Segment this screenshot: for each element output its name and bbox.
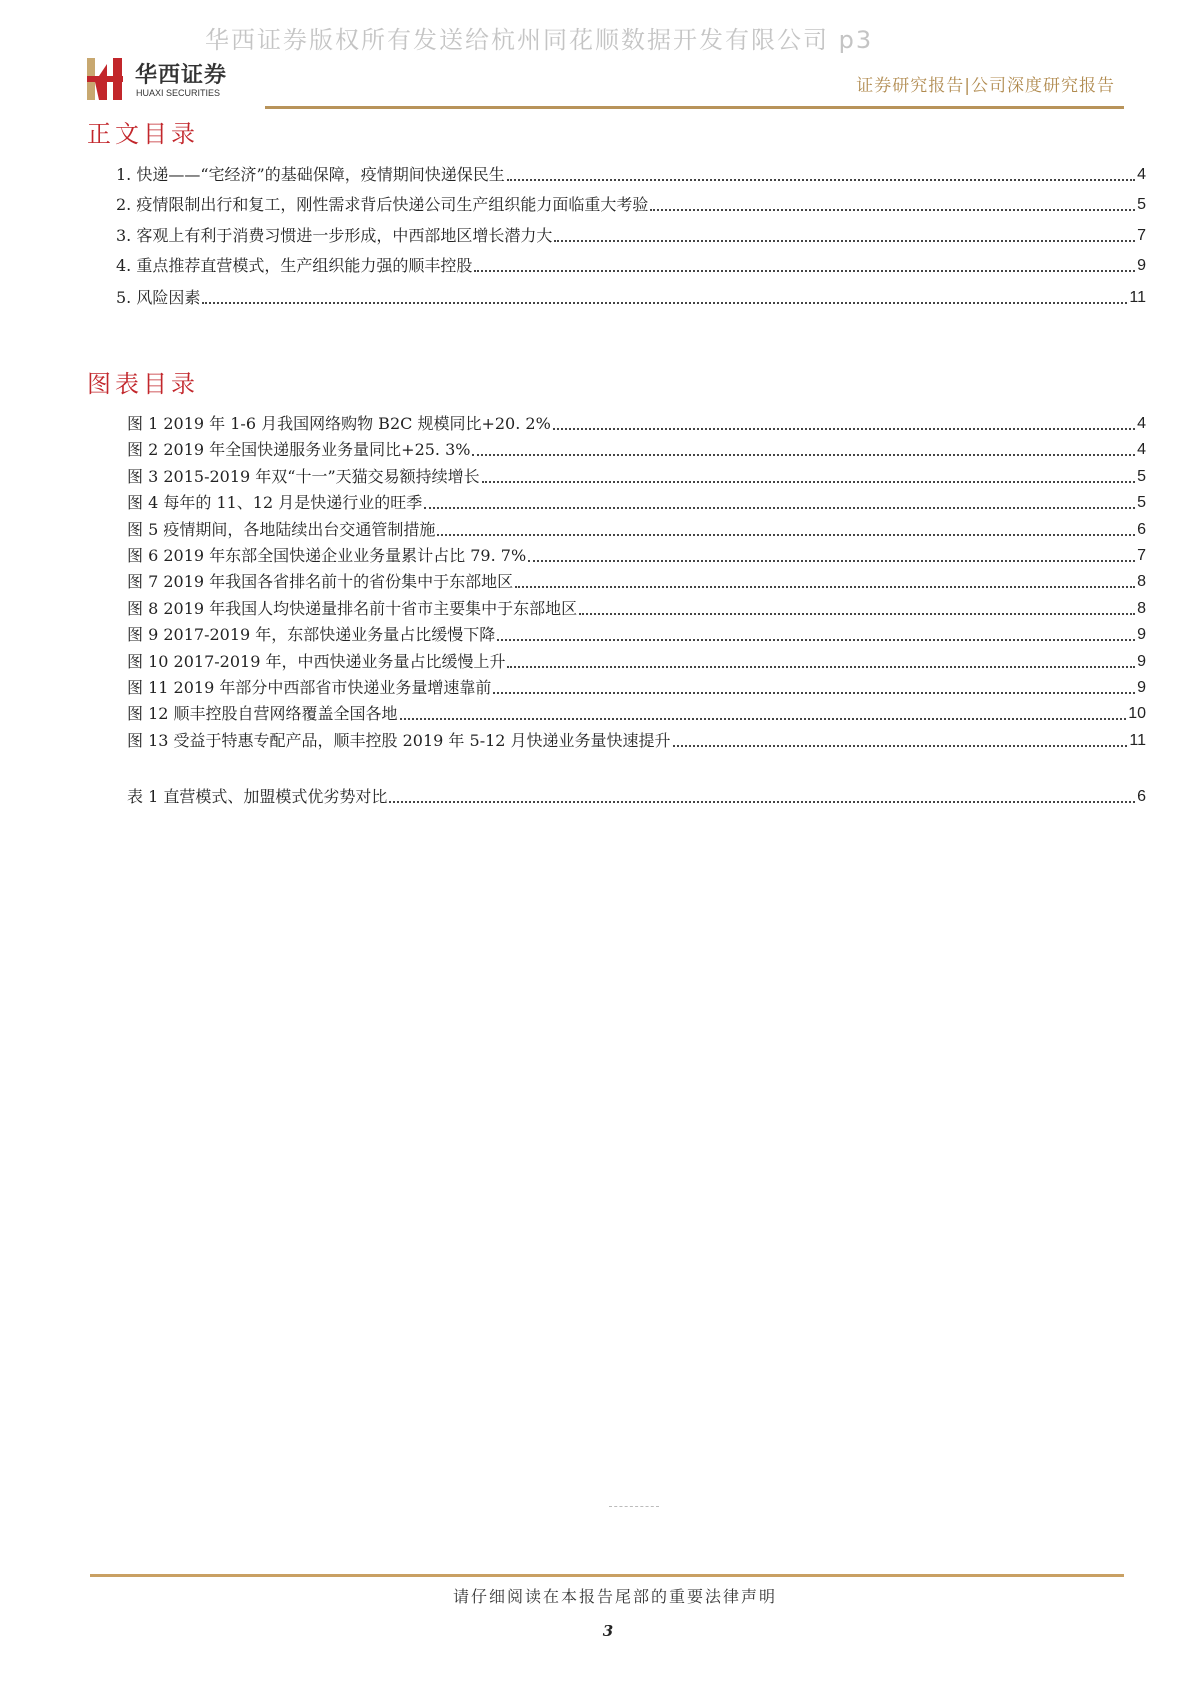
separator-dashes — [609, 1506, 659, 1507]
footer-divider — [90, 1574, 1124, 1577]
figure-label: 图 11 2019 年部分中西部省市快递业务量增速靠前 — [127, 678, 492, 697]
figure-toc-item[interactable] — [127, 414, 1146, 434]
figure-label: 图 6 2019 年东部全国快递企业业务量累计占比 79. 7% — [127, 546, 527, 565]
leader-dots — [553, 428, 1135, 430]
toc-page: 4 — [1137, 166, 1146, 183]
figure-page: 10 — [1128, 705, 1146, 723]
leader-dots — [389, 801, 1135, 803]
figure-page: 7 — [1137, 547, 1146, 564]
figure-page: 11 — [1129, 731, 1146, 749]
figure-label: 图 13 受益于特惠专配产品，顺丰控股 2019 年 5-12 月快递业务量快速提升 — [127, 730, 671, 750]
figure-toc-item[interactable] — [127, 467, 1146, 487]
leader-dots — [400, 718, 1127, 720]
toc-item[interactable] — [116, 195, 1146, 215]
leader-dots — [482, 481, 1135, 483]
toc-page: 5 — [1137, 196, 1146, 213]
leader-dots — [424, 507, 1135, 509]
figure-label: 图 8 2019 年我国人均快递量排名前十省市主要集中于东部地区 — [127, 598, 578, 618]
toc-page: 9 — [1137, 257, 1146, 274]
figure-toc-item[interactable] — [127, 493, 1146, 513]
toc-page: 7 — [1137, 227, 1146, 244]
logo-h-icon — [87, 58, 123, 100]
toc-label: 4. 重点推荐直营模式，生产组织能力强的顺丰控股 — [116, 256, 473, 275]
report-type: 证券研究报告|公司深度研究报告 — [856, 76, 1115, 96]
figure-toc-item[interactable] — [127, 599, 1146, 619]
leader-dots — [515, 586, 1135, 588]
leader-dots — [437, 534, 1135, 536]
figure-label: 图 10 2017-2019 年，中西快递业务量占比缓慢上升 — [127, 651, 506, 671]
figure-label: 图 1 2019 年 1-6 月我国网络购物 B2C 规模同比+20. 2% — [127, 414, 551, 433]
leader-dots — [493, 692, 1135, 694]
leader-dots — [507, 666, 1135, 668]
figure-page: 9 — [1137, 652, 1146, 670]
figure-toc-item[interactable] — [127, 652, 1146, 672]
toc-label: 1. 快递——“宅经济”的基础保障，疫情期间快递保民生 — [116, 165, 505, 184]
figure-toc-item[interactable] — [127, 787, 1146, 807]
figure-page: 6 — [1137, 788, 1146, 805]
toc-label: 3. 客观上有利于消费习惯进一步形成，中西部地区增长潜力大 — [116, 226, 553, 245]
figure-label: 图 7 2019 年我国各省排名前十的省份集中于东部地区 — [127, 572, 514, 592]
figure-page: 4 — [1137, 441, 1146, 459]
figure-page: 9 — [1137, 679, 1146, 696]
figure-label: 图 5 疫情期间，各地陆续出台交通管制措施 — [127, 519, 436, 539]
leader-dots — [474, 270, 1135, 272]
header-divider — [265, 106, 1124, 109]
figure-page: 6 — [1137, 520, 1146, 538]
leader-dots — [579, 613, 1135, 615]
figure-label: 图 9 2017-2019 年，东部快递业务量占比缓慢下降 — [127, 625, 496, 645]
logo-cn-text: 华西证券 — [135, 62, 228, 88]
figure-toc-item[interactable] — [127, 704, 1146, 724]
figure-toc-item[interactable] — [127, 678, 1146, 698]
figure-toc-item[interactable] — [127, 520, 1146, 540]
figure-page: 5 — [1137, 467, 1146, 485]
leader-dots — [528, 560, 1135, 562]
legal-disclaimer: 请仔细阅读在本报告尾部的重要法律声明 — [452, 1587, 777, 1606]
figure-toc-item[interactable] — [127, 546, 1146, 566]
leader-dots — [554, 240, 1135, 242]
figure-page: 5 — [1137, 494, 1146, 512]
toc-item[interactable] — [116, 288, 1146, 308]
leader-dots — [673, 745, 1128, 747]
figure-label: 图 3 2015-2019 年双“十一”天猫交易额持续增长 — [127, 466, 480, 486]
figure-toc-title: 图表目录 — [87, 370, 199, 398]
watermark: 华西证券版权所有发送给杭州同花顺数据开发有限公司 p3 — [205, 26, 874, 54]
leader-dots — [497, 639, 1135, 641]
figure-page: 9 — [1137, 626, 1146, 644]
toc-label: 2. 疫情限制出行和复工，刚性需求背后快递公司生产组织能力面临重大考验 — [116, 195, 649, 214]
leader-dots — [507, 179, 1135, 181]
figure-label: 图 4 每年的 11、12 月是快递行业的旺季 — [127, 493, 423, 513]
toc-item[interactable] — [116, 256, 1146, 276]
figure-label: 图 2 2019 年全国快递服务业务量同比+25. 3% — [127, 440, 471, 460]
huaxi-logo — [87, 58, 247, 102]
logo-en-text: HUAXI SECURITIES — [136, 88, 221, 98]
figure-page: 8 — [1137, 573, 1146, 591]
toc-label: 5. 风险因素 — [116, 288, 201, 307]
leader-dots — [202, 302, 1127, 304]
toc-item[interactable] — [116, 165, 1146, 185]
leader-dots — [650, 209, 1135, 211]
page-number: 3 — [602, 1622, 614, 1640]
figure-toc-item[interactable] — [127, 625, 1146, 645]
figure-label: 表 1 直营模式、加盟模式优劣势对比 — [127, 787, 388, 806]
figure-label: 图 12 顺丰控股自营网络覆盖全国各地 — [127, 704, 398, 724]
leader-dots — [472, 454, 1135, 456]
figure-page: 4 — [1137, 415, 1146, 432]
figure-toc-item[interactable] — [127, 572, 1146, 592]
toc-item[interactable] — [116, 226, 1146, 246]
figure-toc-item[interactable] — [127, 731, 1146, 751]
figure-toc-item[interactable] — [127, 440, 1146, 460]
toc-page: 11 — [1129, 289, 1146, 306]
figure-page: 8 — [1137, 599, 1146, 617]
main-toc-title: 正文目录 — [87, 120, 199, 148]
